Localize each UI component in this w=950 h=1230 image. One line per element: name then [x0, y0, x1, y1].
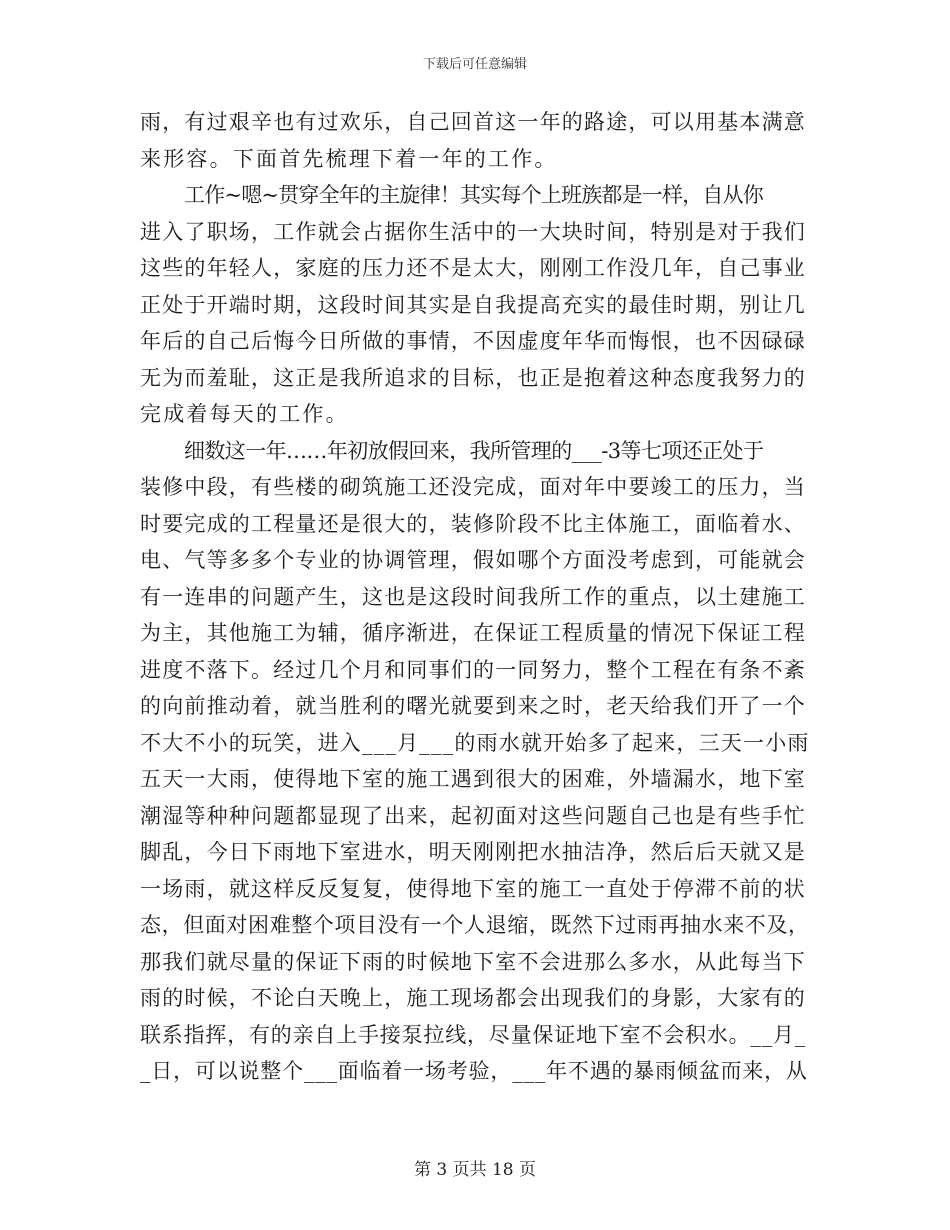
text-line: 细数这一年……年初放假回来，我所管理的___-3等七项还正处于 — [184, 438, 764, 463]
text-line: _日，可以说整个___面临着一场考验，___年不遇的暴雨倾盆而来，从 — [140, 1059, 808, 1083]
text-line: 进度不落下。经过几个月和同事们的一同努力，整个工程在有条不紊 — [140, 657, 806, 682]
text-line: 脚乱，今日下雨地下室进水，明天刚刚把水抽洁净，然后后天就又是 — [140, 840, 806, 864]
text-line: 时要完成的工程量还是很大的，装修阶段不比主体施工，面临着水、 — [140, 511, 806, 536]
page-header: 下载后可任意编辑 — [422, 57, 527, 72]
text-line: 为主，其他施工为辅，循序渐进，在保证工程质量的情况下保证工程 — [140, 621, 806, 645]
text-line: 那我们就尽量的保证下雨的时候地下室不会进那么多水，从此每当下 — [140, 949, 806, 974]
text-line: 态，但面对困难整个项目没有一个人退缩，既然下过雨再抽水来不及， — [140, 913, 810, 937]
text-line: 潮湿等种种问题都显现了出来，起初面对这些问题自己也是有些手忙 — [140, 803, 806, 828]
paragraph — [140, 104, 810, 177]
text-line: 年后的自己后悔今日所做的事情，不因虚度年华而悔恨，也不因碌碌 — [140, 329, 806, 353]
text-line: 雨的时候，不论白天晚上，施工现场都会出现我们的身影，大家有的 — [140, 986, 806, 1010]
text-line: 装修中段，有些楼的砌筑施工还没完成，面对年中要竣工的压力，当 — [140, 475, 806, 499]
text-line: 雨，有过艰辛也有过欢乐，自己回首这一年的路途，可以用基本满意 — [140, 110, 806, 134]
document-body — [140, 104, 810, 1090]
text-line: 来形容。下面首先梳理下着一年的工作。 — [140, 146, 558, 171]
text-line: 工作~嗯~贯穿全年的主旋律！其实每个上班族都是一样，自从你 — [184, 183, 763, 207]
text-line: 完成着每天的工作。 — [140, 402, 349, 426]
text-line: 的向前推动着，就当胜利的曙光就要到来之时，老天给我们开了一个 — [140, 694, 806, 718]
text-line: 电、气等多多个专业的协调管理，假如哪个方面没考虑到，可能就会 — [140, 548, 806, 572]
page-footer: 第 3 页共 18 页 — [413, 1160, 537, 1180]
text-line: 五天一大雨，使得地下室的施工遇到很大的困难，外墙漏水，地下室 — [140, 767, 806, 791]
text-line: 不大不小的玩笑，进入___月___的雨水就开始多了起来，三天一小雨 — [140, 730, 810, 755]
paragraph — [140, 177, 810, 433]
text-line: 联系指挥，有的亲自上手接泵拉线，尽量保证地下室不会积水。__月_ — [140, 1022, 807, 1047]
text-line: 正处于开端时期，这段时间其实是自我提高充实的最佳时期，别让几 — [140, 292, 806, 317]
text-line: 有一连串的问题产生，这也是这段时间我所工作的重点，以土建施工 — [140, 584, 806, 609]
text-line: 一场雨，就这样反反复复，使得地下室的施工一直处于停滞不前的状 — [140, 876, 806, 901]
paragraph — [140, 433, 810, 1090]
text-line: 无为而羞耻，这正是我所追求的目标，也正是抱着这种态度我努力的 — [140, 365, 806, 390]
text-line: 这些的年轻人，家庭的压力还不是太大，刚刚工作没几年，自己事业 — [140, 256, 806, 280]
text-line: 进入了职场，工作就会占据你生活中的一大块时间，特别是对于我们 — [140, 219, 806, 244]
